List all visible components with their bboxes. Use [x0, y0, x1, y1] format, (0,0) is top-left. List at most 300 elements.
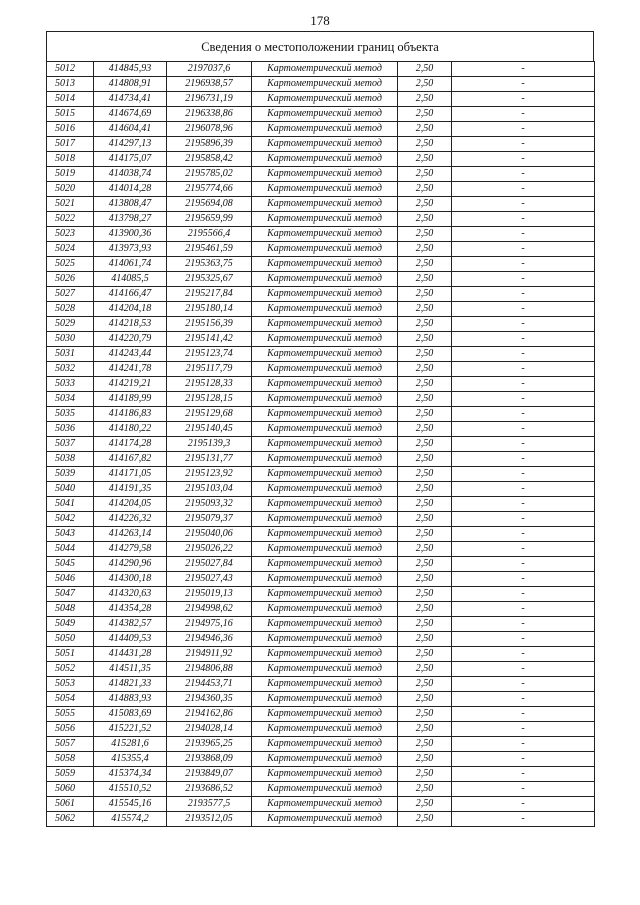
- description-cell: -: [452, 92, 595, 107]
- method-cell: Картометрический метод: [252, 752, 398, 767]
- description-cell: -: [452, 737, 595, 752]
- point-number-cell: 5026: [47, 272, 94, 287]
- table-row: [47, 767, 595, 782]
- accuracy-cell: 2,50: [398, 197, 452, 212]
- method-cell: Картометрический метод: [252, 107, 398, 122]
- x-coordinate-cell: 414219,21: [94, 377, 167, 392]
- table-row: [47, 257, 595, 272]
- point-number-cell: 5023: [47, 227, 94, 242]
- x-coordinate-cell: 414300,18: [94, 572, 167, 587]
- y-coordinate-cell: 2193965,25: [167, 737, 252, 752]
- point-number-cell: 5045: [47, 557, 94, 572]
- point-number-cell: 5019: [47, 167, 94, 182]
- accuracy-cell: 2,50: [398, 572, 452, 587]
- description-cell: -: [452, 497, 595, 512]
- method-cell: Картометрический метод: [252, 647, 398, 662]
- table-row: [47, 497, 595, 512]
- accuracy-cell: 2,50: [398, 677, 452, 692]
- point-number-cell: 5053: [47, 677, 94, 692]
- point-number-cell: 5043: [47, 527, 94, 542]
- method-cell: Картометрический метод: [252, 797, 398, 812]
- point-number-cell: 5054: [47, 692, 94, 707]
- description-cell: -: [452, 527, 595, 542]
- description-cell: -: [452, 677, 595, 692]
- y-coordinate-cell: 2195123,92: [167, 467, 252, 482]
- y-coordinate-cell: 2197037,6: [167, 62, 252, 77]
- coordinates-table-body: [47, 62, 595, 827]
- y-coordinate-cell: 2195128,33: [167, 377, 252, 392]
- method-cell: Картометрический метод: [252, 407, 398, 422]
- y-coordinate-cell: 2194360,35: [167, 692, 252, 707]
- x-coordinate-cell: 414279,58: [94, 542, 167, 557]
- y-coordinate-cell: 2193577,5: [167, 797, 252, 812]
- table-row: [47, 677, 595, 692]
- method-cell: Картометрический метод: [252, 737, 398, 752]
- table-row: [47, 512, 595, 527]
- accuracy-cell: 2,50: [398, 377, 452, 392]
- table-row: [47, 332, 595, 347]
- x-coordinate-cell: 414883,93: [94, 692, 167, 707]
- method-cell: Картометрический метод: [252, 302, 398, 317]
- y-coordinate-cell: 2195896,39: [167, 137, 252, 152]
- point-number-cell: 5046: [47, 572, 94, 587]
- table-row: [47, 797, 595, 812]
- x-coordinate-cell: 413808,47: [94, 197, 167, 212]
- table-row: [47, 92, 595, 107]
- point-number-cell: 5060: [47, 782, 94, 797]
- accuracy-cell: 2,50: [398, 482, 452, 497]
- accuracy-cell: 2,50: [398, 737, 452, 752]
- point-number-cell: 5016: [47, 122, 94, 137]
- table-row: [47, 377, 595, 392]
- point-number-cell: 5021: [47, 197, 94, 212]
- accuracy-cell: 2,50: [398, 107, 452, 122]
- table-row: [47, 782, 595, 797]
- method-cell: Картометрический метод: [252, 467, 398, 482]
- y-coordinate-cell: 2195117,79: [167, 362, 252, 377]
- description-cell: -: [452, 812, 595, 827]
- table-row: [47, 152, 595, 167]
- x-coordinate-cell: 414674,69: [94, 107, 167, 122]
- x-coordinate-cell: 414180,22: [94, 422, 167, 437]
- x-coordinate-cell: 414061,74: [94, 257, 167, 272]
- point-number-cell: 5027: [47, 287, 94, 302]
- table-row: [47, 437, 595, 452]
- x-coordinate-cell: 415374,34: [94, 767, 167, 782]
- x-coordinate-cell: 414808,91: [94, 77, 167, 92]
- point-number-cell: 5044: [47, 542, 94, 557]
- point-number-cell: 5059: [47, 767, 94, 782]
- method-cell: Картометрический метод: [252, 317, 398, 332]
- description-cell: -: [452, 377, 595, 392]
- point-number-cell: 5014: [47, 92, 94, 107]
- description-cell: -: [452, 332, 595, 347]
- description-cell: -: [452, 362, 595, 377]
- method-cell: Картометрический метод: [252, 707, 398, 722]
- point-number-cell: 5033: [47, 377, 94, 392]
- table-row: [47, 557, 595, 572]
- x-coordinate-cell: 414845,93: [94, 62, 167, 77]
- table-row: [47, 182, 595, 197]
- accuracy-cell: 2,50: [398, 437, 452, 452]
- description-cell: -: [452, 122, 595, 137]
- point-number-cell: 5037: [47, 437, 94, 452]
- method-cell: Картометрический метод: [252, 572, 398, 587]
- accuracy-cell: 2,50: [398, 317, 452, 332]
- table-row: [47, 287, 595, 302]
- y-coordinate-cell: 2195858,42: [167, 152, 252, 167]
- y-coordinate-cell: 2193868,09: [167, 752, 252, 767]
- table-row: [47, 122, 595, 137]
- description-cell: -: [452, 602, 595, 617]
- description-cell: -: [452, 662, 595, 677]
- method-cell: Картометрический метод: [252, 77, 398, 92]
- x-coordinate-cell: 415574,2: [94, 812, 167, 827]
- x-coordinate-cell: 413973,93: [94, 242, 167, 257]
- x-coordinate-cell: 415510,52: [94, 782, 167, 797]
- x-coordinate-cell: 414204,18: [94, 302, 167, 317]
- x-coordinate-cell: 414821,33: [94, 677, 167, 692]
- description-cell: -: [452, 107, 595, 122]
- accuracy-cell: 2,50: [398, 542, 452, 557]
- accuracy-cell: 2,50: [398, 557, 452, 572]
- y-coordinate-cell: 2194998,62: [167, 602, 252, 617]
- y-coordinate-cell: 2194453,71: [167, 677, 252, 692]
- point-number-cell: 5057: [47, 737, 94, 752]
- description-cell: -: [452, 317, 595, 332]
- y-coordinate-cell: 2195103,04: [167, 482, 252, 497]
- description-cell: -: [452, 797, 595, 812]
- accuracy-cell: 2,50: [398, 527, 452, 542]
- y-coordinate-cell: 2196338,86: [167, 107, 252, 122]
- accuracy-cell: 2,50: [398, 707, 452, 722]
- method-cell: Картометрический метод: [252, 812, 398, 827]
- method-cell: Картометрический метод: [252, 527, 398, 542]
- x-coordinate-cell: 414354,28: [94, 602, 167, 617]
- description-cell: -: [452, 212, 595, 227]
- y-coordinate-cell: 2195141,42: [167, 332, 252, 347]
- accuracy-cell: 2,50: [398, 617, 452, 632]
- method-cell: Картометрический метод: [252, 242, 398, 257]
- x-coordinate-cell: 415545,16: [94, 797, 167, 812]
- y-coordinate-cell: 2196078,96: [167, 122, 252, 137]
- method-cell: Картометрический метод: [252, 257, 398, 272]
- description-cell: -: [452, 707, 595, 722]
- accuracy-cell: 2,50: [398, 752, 452, 767]
- accuracy-cell: 2,50: [398, 167, 452, 182]
- description-cell: -: [452, 752, 595, 767]
- x-coordinate-cell: 415355,4: [94, 752, 167, 767]
- method-cell: Картометрический метод: [252, 602, 398, 617]
- method-cell: Картометрический метод: [252, 377, 398, 392]
- description-cell: -: [452, 227, 595, 242]
- point-number-cell: 5061: [47, 797, 94, 812]
- point-number-cell: 5038: [47, 452, 94, 467]
- point-number-cell: 5056: [47, 722, 94, 737]
- accuracy-cell: 2,50: [398, 137, 452, 152]
- accuracy-cell: 2,50: [398, 122, 452, 137]
- table-row: [47, 452, 595, 467]
- x-coordinate-cell: 414171,05: [94, 467, 167, 482]
- point-number-cell: 5040: [47, 482, 94, 497]
- accuracy-cell: 2,50: [398, 812, 452, 827]
- point-number-cell: 5047: [47, 587, 94, 602]
- x-coordinate-cell: 415221,52: [94, 722, 167, 737]
- accuracy-cell: 2,50: [398, 152, 452, 167]
- table-row: [47, 167, 595, 182]
- x-coordinate-cell: 414734,41: [94, 92, 167, 107]
- x-coordinate-cell: 414382,57: [94, 617, 167, 632]
- description-cell: -: [452, 647, 595, 662]
- description-cell: -: [452, 152, 595, 167]
- accuracy-cell: 2,50: [398, 257, 452, 272]
- description-cell: -: [452, 542, 595, 557]
- description-cell: -: [452, 392, 595, 407]
- method-cell: Картометрический метод: [252, 617, 398, 632]
- description-cell: -: [452, 482, 595, 497]
- table-row: [47, 302, 595, 317]
- method-cell: Картометрический метод: [252, 437, 398, 452]
- description-cell: -: [452, 722, 595, 737]
- accuracy-cell: 2,50: [398, 512, 452, 527]
- point-number-cell: 5032: [47, 362, 94, 377]
- description-cell: -: [452, 692, 595, 707]
- table-title: Сведения о местоположении границ объекта: [46, 31, 594, 61]
- y-coordinate-cell: 2195180,14: [167, 302, 252, 317]
- y-coordinate-cell: 2194946,36: [167, 632, 252, 647]
- y-coordinate-cell: 2195079,37: [167, 512, 252, 527]
- x-coordinate-cell: 414166,47: [94, 287, 167, 302]
- method-cell: Картометрический метод: [252, 137, 398, 152]
- method-cell: Картометрический метод: [252, 422, 398, 437]
- x-coordinate-cell: 413900,36: [94, 227, 167, 242]
- point-number-cell: 5022: [47, 212, 94, 227]
- accuracy-cell: 2,50: [398, 227, 452, 242]
- description-cell: -: [452, 182, 595, 197]
- method-cell: Картометрический метод: [252, 287, 398, 302]
- y-coordinate-cell: 2195217,84: [167, 287, 252, 302]
- x-coordinate-cell: 414297,13: [94, 137, 167, 152]
- method-cell: Картометрический метод: [252, 332, 398, 347]
- x-coordinate-cell: 414167,82: [94, 452, 167, 467]
- point-number-cell: 5015: [47, 107, 94, 122]
- description-cell: -: [452, 287, 595, 302]
- method-cell: Картометрический метод: [252, 167, 398, 182]
- description-cell: -: [452, 137, 595, 152]
- method-cell: Картометрический метод: [252, 662, 398, 677]
- x-coordinate-cell: 414218,53: [94, 317, 167, 332]
- table-row: [47, 707, 595, 722]
- point-number-cell: 5030: [47, 332, 94, 347]
- point-number-cell: 5029: [47, 317, 94, 332]
- y-coordinate-cell: 2195659,99: [167, 212, 252, 227]
- y-coordinate-cell: 2194975,16: [167, 617, 252, 632]
- x-coordinate-cell: 414175,07: [94, 152, 167, 167]
- method-cell: Картометрический метод: [252, 497, 398, 512]
- x-coordinate-cell: 414186,83: [94, 407, 167, 422]
- method-cell: Картометрический метод: [252, 62, 398, 77]
- point-number-cell: 5031: [47, 347, 94, 362]
- method-cell: Картометрический метод: [252, 197, 398, 212]
- y-coordinate-cell: 2194911,92: [167, 647, 252, 662]
- description-cell: -: [452, 767, 595, 782]
- point-number-cell: 5024: [47, 242, 94, 257]
- table-row: [47, 422, 595, 437]
- x-coordinate-cell: 414174,28: [94, 437, 167, 452]
- description-cell: -: [452, 437, 595, 452]
- x-coordinate-cell: 413798,27: [94, 212, 167, 227]
- y-coordinate-cell: 2195027,43: [167, 572, 252, 587]
- y-coordinate-cell: 2195027,84: [167, 557, 252, 572]
- y-coordinate-cell: 2196938,57: [167, 77, 252, 92]
- method-cell: Картометрический метод: [252, 677, 398, 692]
- table-row: [47, 77, 595, 92]
- accuracy-cell: 2,50: [398, 62, 452, 77]
- description-cell: -: [452, 572, 595, 587]
- accuracy-cell: 2,50: [398, 452, 452, 467]
- x-coordinate-cell: 414220,79: [94, 332, 167, 347]
- method-cell: Картометрический метод: [252, 212, 398, 227]
- table-row: [47, 467, 595, 482]
- table-row: [47, 137, 595, 152]
- y-coordinate-cell: 2195131,77: [167, 452, 252, 467]
- y-coordinate-cell: 2194806,88: [167, 662, 252, 677]
- y-coordinate-cell: 2195140,45: [167, 422, 252, 437]
- accuracy-cell: 2,50: [398, 212, 452, 227]
- coordinates-table: [46, 61, 595, 827]
- accuracy-cell: 2,50: [398, 587, 452, 602]
- point-number-cell: 5058: [47, 752, 94, 767]
- description-cell: -: [452, 302, 595, 317]
- point-number-cell: 5020: [47, 182, 94, 197]
- table-row: [47, 752, 595, 767]
- method-cell: Картометрический метод: [252, 227, 398, 242]
- accuracy-cell: 2,50: [398, 797, 452, 812]
- method-cell: Картометрический метод: [252, 587, 398, 602]
- x-coordinate-cell: 414431,28: [94, 647, 167, 662]
- page-number: 178: [310, 13, 330, 28]
- y-coordinate-cell: 2195123,74: [167, 347, 252, 362]
- y-coordinate-cell: 2195566,4: [167, 227, 252, 242]
- y-coordinate-cell: 2195093,32: [167, 497, 252, 512]
- description-cell: -: [452, 242, 595, 257]
- x-coordinate-cell: 414191,35: [94, 482, 167, 497]
- point-number-cell: 5055: [47, 707, 94, 722]
- accuracy-cell: 2,50: [398, 647, 452, 662]
- x-coordinate-cell: 414204,05: [94, 497, 167, 512]
- method-cell: Картометрический метод: [252, 92, 398, 107]
- description-cell: -: [452, 512, 595, 527]
- method-cell: Картометрический метод: [252, 272, 398, 287]
- method-cell: Картометрический метод: [252, 767, 398, 782]
- method-cell: Картометрический метод: [252, 182, 398, 197]
- point-number-cell: 5041: [47, 497, 94, 512]
- table-row: [47, 542, 595, 557]
- table-row: [47, 272, 595, 287]
- table-row: [47, 812, 595, 827]
- x-coordinate-cell: 414409,53: [94, 632, 167, 647]
- description-cell: -: [452, 557, 595, 572]
- description-cell: -: [452, 782, 595, 797]
- table-row: [47, 227, 595, 242]
- accuracy-cell: 2,50: [398, 272, 452, 287]
- y-coordinate-cell: 2195461,59: [167, 242, 252, 257]
- table-row: [47, 617, 595, 632]
- table-row: [47, 722, 595, 737]
- table-row: [47, 662, 595, 677]
- table-row: [47, 107, 595, 122]
- point-number-cell: 5042: [47, 512, 94, 527]
- y-coordinate-cell: 2195774,66: [167, 182, 252, 197]
- accuracy-cell: 2,50: [398, 182, 452, 197]
- y-coordinate-cell: 2195156,39: [167, 317, 252, 332]
- method-cell: Картометрический метод: [252, 692, 398, 707]
- accuracy-cell: 2,50: [398, 287, 452, 302]
- y-coordinate-cell: 2193849,07: [167, 767, 252, 782]
- point-number-cell: 5048: [47, 602, 94, 617]
- x-coordinate-cell: 415281,6: [94, 737, 167, 752]
- y-coordinate-cell: 2195694,08: [167, 197, 252, 212]
- method-cell: Картометрический метод: [252, 542, 398, 557]
- y-coordinate-cell: 2195019,13: [167, 587, 252, 602]
- x-coordinate-cell: 414085,5: [94, 272, 167, 287]
- method-cell: Картометрический метод: [252, 632, 398, 647]
- table-row: [47, 647, 595, 662]
- x-coordinate-cell: 414263,14: [94, 527, 167, 542]
- accuracy-cell: 2,50: [398, 467, 452, 482]
- table-row: [47, 317, 595, 332]
- y-coordinate-cell: 2195129,68: [167, 407, 252, 422]
- description-cell: -: [452, 452, 595, 467]
- method-cell: Картометрический метод: [252, 362, 398, 377]
- method-cell: Картометрический метод: [252, 482, 398, 497]
- x-coordinate-cell: 414243,44: [94, 347, 167, 362]
- x-coordinate-cell: 414511,35: [94, 662, 167, 677]
- table-row: [47, 242, 595, 257]
- x-coordinate-cell: 414014,28: [94, 182, 167, 197]
- y-coordinate-cell: 2193512,05: [167, 812, 252, 827]
- x-coordinate-cell: 414189,99: [94, 392, 167, 407]
- accuracy-cell: 2,50: [398, 422, 452, 437]
- accuracy-cell: 2,50: [398, 782, 452, 797]
- y-coordinate-cell: 2196731,19: [167, 92, 252, 107]
- y-coordinate-cell: 2195785,02: [167, 167, 252, 182]
- y-coordinate-cell: 2194162,86: [167, 707, 252, 722]
- accuracy-cell: 2,50: [398, 407, 452, 422]
- accuracy-cell: 2,50: [398, 392, 452, 407]
- description-cell: -: [452, 257, 595, 272]
- table-row: [47, 362, 595, 377]
- point-number-cell: 5028: [47, 302, 94, 317]
- accuracy-cell: 2,50: [398, 347, 452, 362]
- table-row: [47, 392, 595, 407]
- accuracy-cell: 2,50: [398, 602, 452, 617]
- accuracy-cell: 2,50: [398, 497, 452, 512]
- description-cell: -: [452, 587, 595, 602]
- method-cell: Картометрический метод: [252, 452, 398, 467]
- point-number-cell: 5035: [47, 407, 94, 422]
- accuracy-cell: 2,50: [398, 302, 452, 317]
- description-cell: -: [452, 272, 595, 287]
- method-cell: Картометрический метод: [252, 722, 398, 737]
- accuracy-cell: 2,50: [398, 92, 452, 107]
- y-coordinate-cell: 2195040,06: [167, 527, 252, 542]
- point-number-cell: 5050: [47, 632, 94, 647]
- accuracy-cell: 2,50: [398, 332, 452, 347]
- accuracy-cell: 2,50: [398, 242, 452, 257]
- accuracy-cell: 2,50: [398, 767, 452, 782]
- y-coordinate-cell: 2195026,22: [167, 542, 252, 557]
